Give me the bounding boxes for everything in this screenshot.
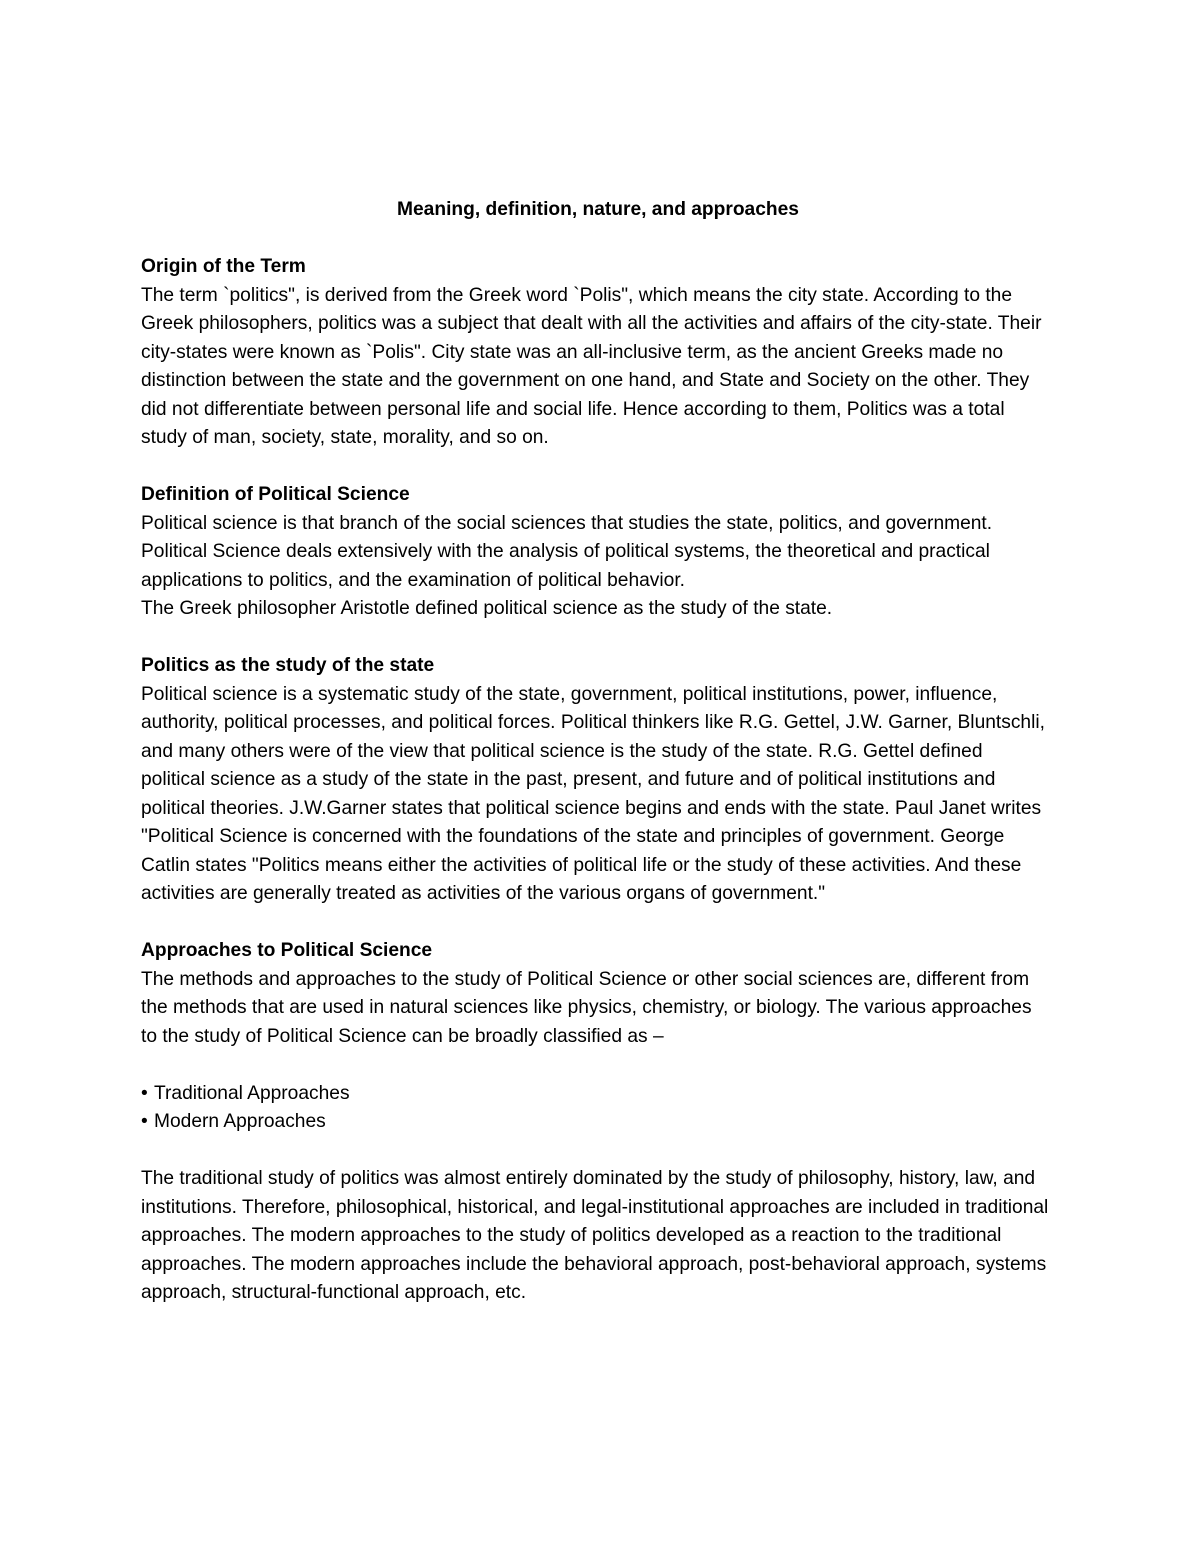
section-paragraph: Political science is that branch of the social sciences that studies the state, politics, and government. Political Science deals extensively with the analysis of political systems, the theoretical and practical applications to politics, and the examination of political behavior.	[141, 512, 993, 591]
list-item	[141, 1108, 1051, 1137]
bullet-icon: •	[141, 1111, 148, 1132]
section-paragraph: The Greek philosopher Aristotle defined political science as the study of the state.	[141, 598, 833, 619]
bullet-icon: •	[141, 1082, 148, 1104]
section-definition-of-political-science	[141, 481, 1051, 624]
section-paragraph: The traditional study of politics was almost entirely dominated by the study of philosophy, history, law, and institutions. Therefore, philosophical, historical, and legal-institutional approaches are included in traditional approaches. The modern approaches to the study of politics developed as a reaction to the traditional approaches. The modern approaches include the behavioral approach, post-behavioral approach, systems approach, structural-functional approach, etc.	[141, 1168, 1049, 1303]
list-item	[141, 1080, 1051, 1109]
section-heading: Definition of Political Science	[141, 484, 410, 505]
section-paragraph: The term `politics", is derived from the Greek word `Polis", which means the city state. According to the Greek philosophers, politics was a subject that dealt with all the activities and affairs of the city-state. Their city-states were known as `Polis". City state was an all-inclusive term, as the ancient Greeks made no distinction between the state and the government on one hand, and State and Society on the other. They did not differentiate between personal life and social life. Hence according to them, Politics was a total study of man, society, state, morality, and so on.	[141, 284, 1042, 448]
list-item-label: Traditional Approaches	[154, 1082, 350, 1104]
approaches-bullet-list	[141, 1080, 1051, 1137]
section-heading: Origin of the Term	[141, 256, 306, 277]
document-page	[141, 196, 1051, 1336]
list-item-label: Modern Approaches	[154, 1111, 326, 1132]
section-approaches-to-political-science	[141, 937, 1051, 1308]
section-politics-as-study-of-state	[141, 652, 1051, 909]
section-heading: Approaches to Political Science	[141, 940, 433, 961]
section-heading: Politics as the study of the state	[141, 655, 435, 676]
section-paragraph: The methods and approaches to the study of Political Science or other social sciences are, different from the methods that are used in natural sciences like physics, chemistry, or biology. The various approaches to the study of Political Science can be broadly classified as –	[141, 968, 1032, 1047]
document-title: Meaning, definition, nature, and approaches	[397, 199, 799, 220]
section-paragraph: Political science is a systematic study of the state, government, political institutions, power, influence, authority, political processes, and political forces. Political thinkers like R.G. Gettel, J.W. Garner, Bluntschli, and many others were of the view that political science is the study of the state. R.G. Gettel defined political science as a study of the state in the past, present, and future and of political institutions and political theories. J.W.Garner states that political science begins and ends with the state. Paul Janet writes "Political Science is concerned with the foundations of the state and principles of government. George Catlin states "Politics means either the activities of political life or the study of these activities. And these activities are generally treated as activities of the various organs of government."	[141, 683, 1045, 904]
section-origin-of-the-term	[141, 253, 1051, 453]
